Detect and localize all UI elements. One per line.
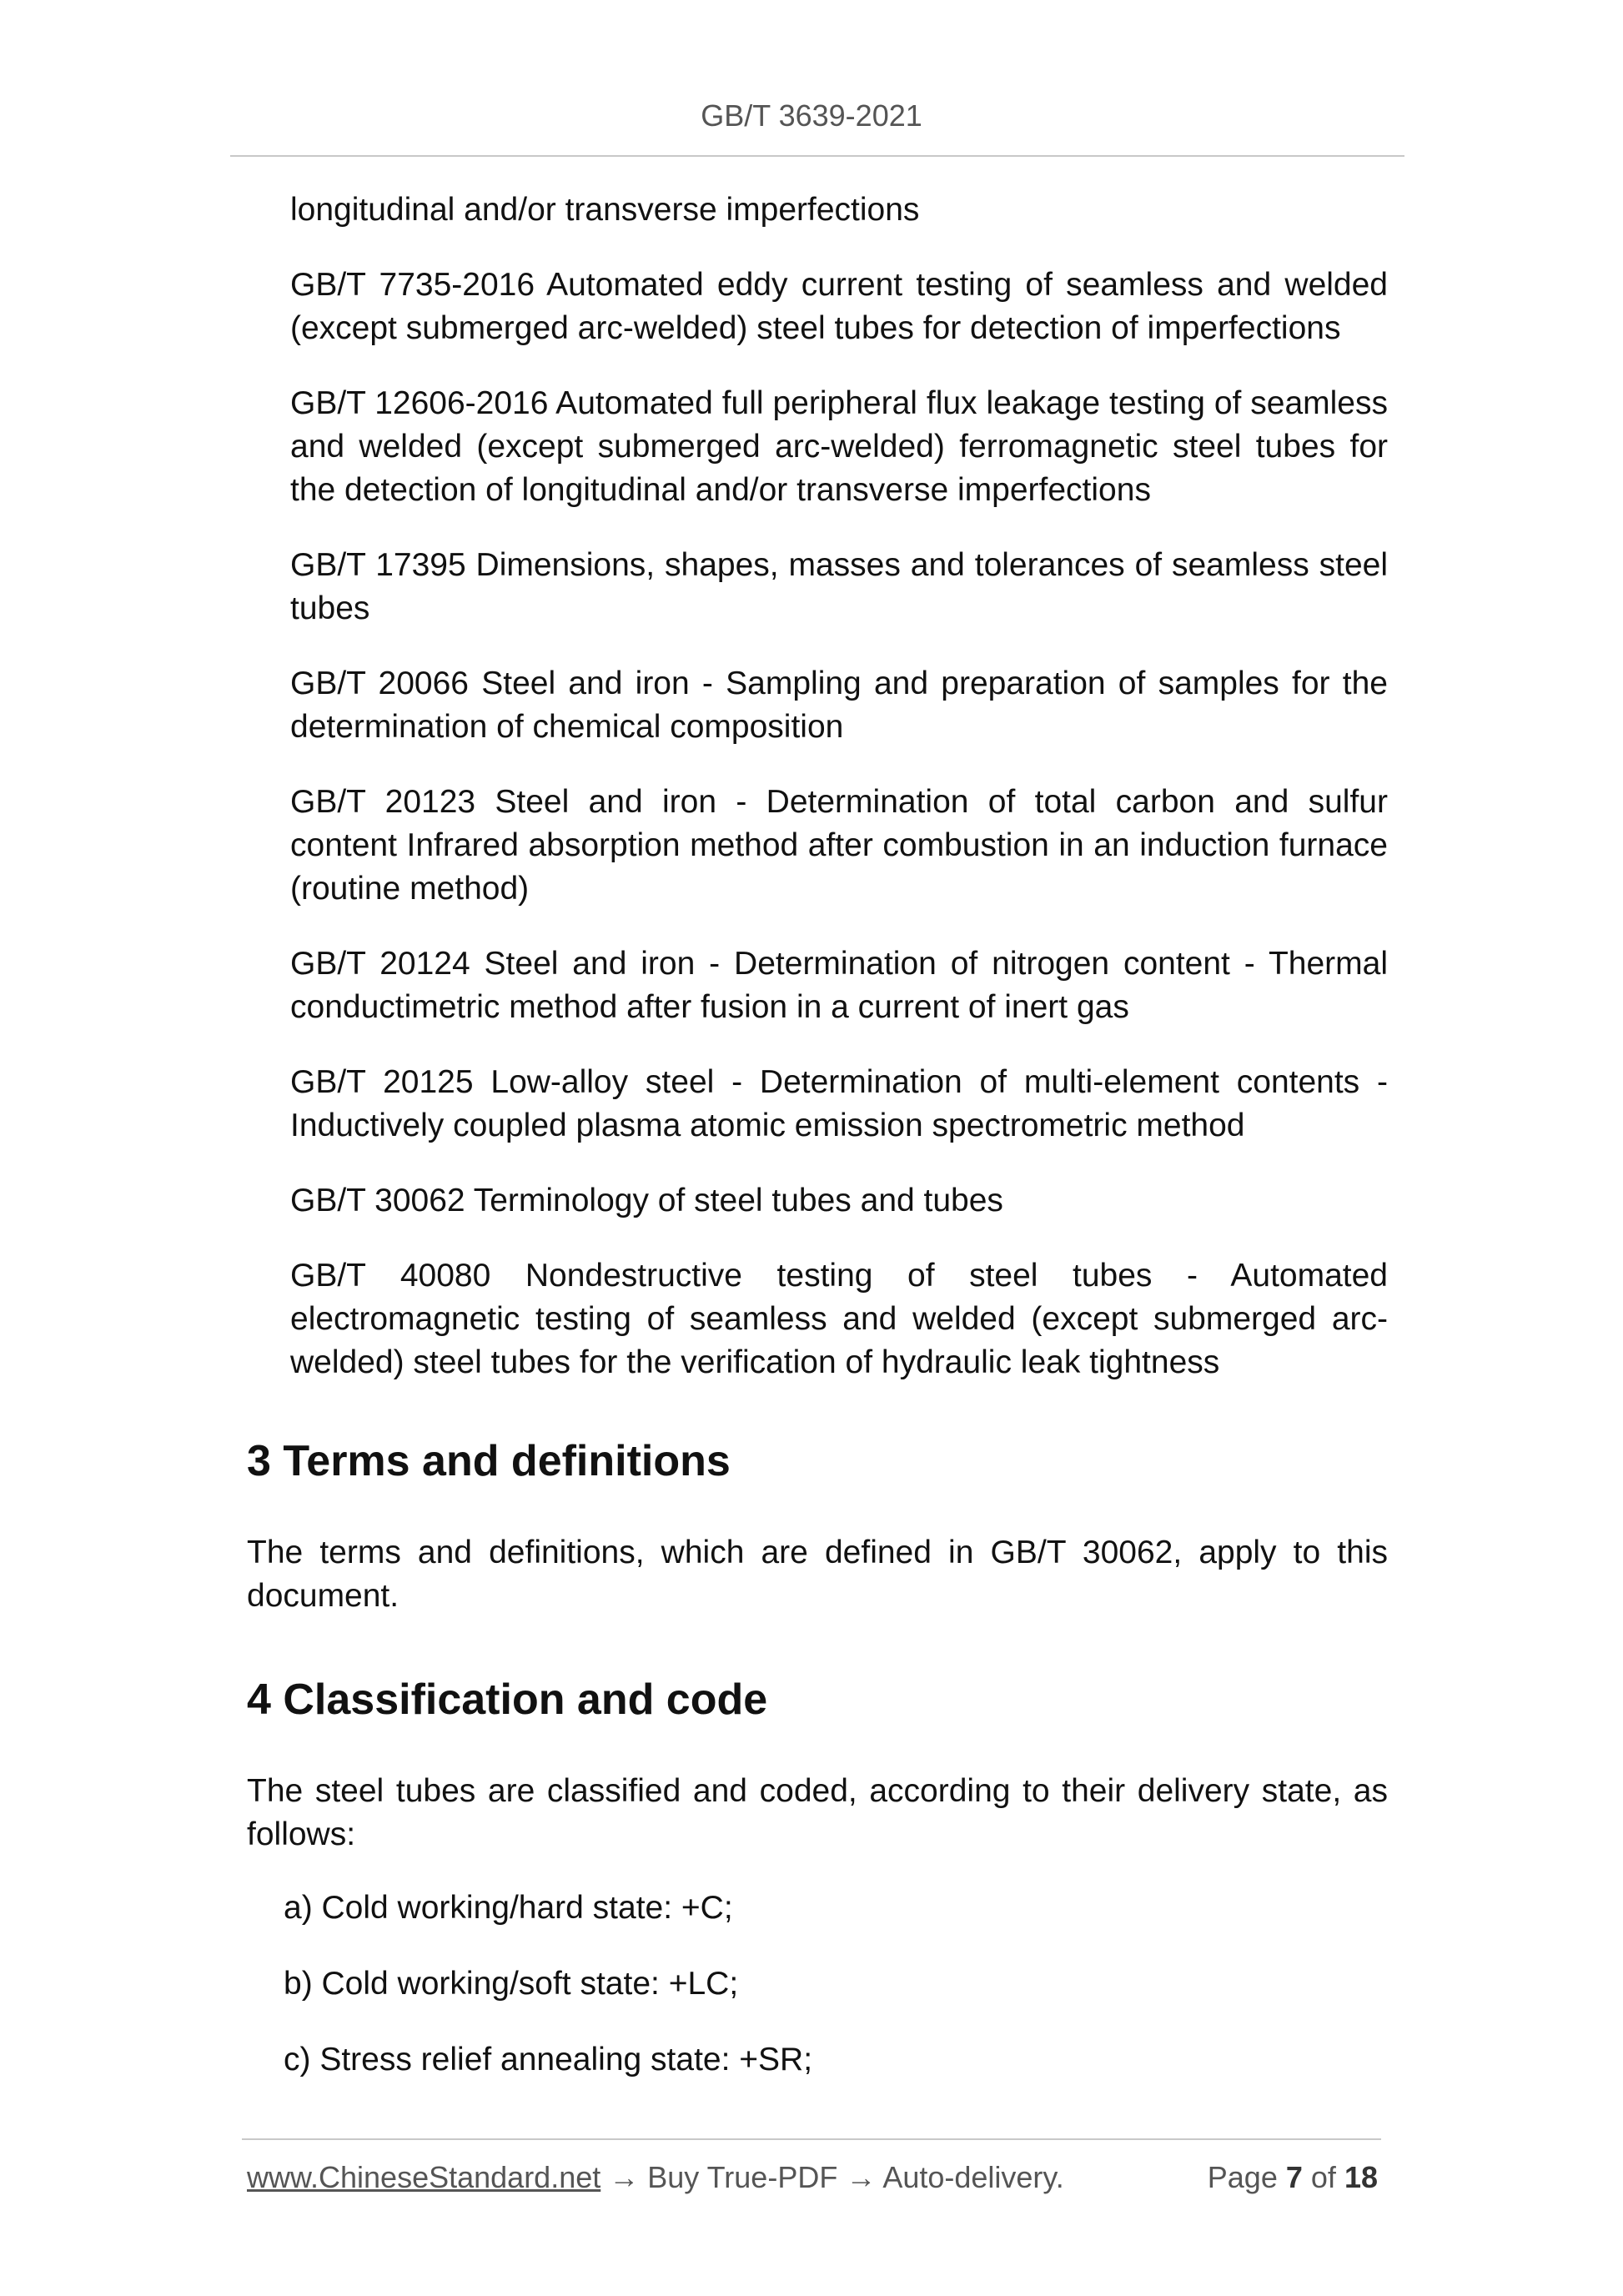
section-terms-definitions [247,1434,1388,1618]
header-divider [230,155,1404,157]
reference-item: GB/T 20124 Steel and iron - Determination of nitrogen content - Thermal conductimetric method after fusion in a current of inert gas [290,946,1388,1025]
normative-references-list [290,188,1388,1416]
reference-item: GB/T 20123 Steel and iron - Determination of total carbon and sulfur content Infrared absorption method after combustion in an induction furnace (routine method) [290,784,1388,907]
classification-item: c) Stress relief annealing state: +SR; [284,2042,813,2077]
classification-item: a) Cold working/hard state: +C; [284,1890,733,1926]
section-4-heading: 4 Classification and code [247,1676,768,1724]
classification-item: b) Cold working/soft state: +LC; [284,1966,739,2002]
reference-item: GB/T 12606-2016 Automated full peripheral flux leakage testing of seamless and welded (except submerged arc-welded) ferromagnetic steel tubes for the detection of longitudinal and/or transverse imperfections [290,385,1388,508]
footer-promo [247,2160,1064,2195]
reference-item: GB/T 40080 Nondestructive testing of steel tubes - Automated electromagnetic testing of seamless and welded (except submerged arc-welded) steel tubes for the verification of hydraulic leak tightness [290,1258,1388,1380]
reference-item: longitudinal and/or transverse imperfections [290,192,920,228]
footer-promo-text: → Buy True-PDF → Auto-delivery. [600,2160,1064,2194]
reference-item: GB/T 20066 Steel and iron - Sampling and preparation of samples for the determination of chemical composition [290,666,1388,745]
section-3-paragraph: The terms and definitions, which are defined in GB/T 30062, apply to this document. [247,1535,1388,1614]
reference-item: GB/T 17395 Dimensions, shapes, masses and tolerances of seamless steel tubes [290,547,1388,626]
section-4-paragraph: The steel tubes are classified and coded, according to their delivery state, as follows: [247,1773,1388,1852]
reference-item: GB/T 20125 Low-alloy steel - Determination of multi-element contents - Inductively coupled plasma atomic emission spectrometric method [290,1064,1388,1143]
section-3-heading: 3 Terms and definitions [247,1437,731,1485]
section-classification-code [247,1673,1388,1856]
page-total: 18 [1344,2160,1378,2194]
page-current: 7 [1285,2160,1303,2194]
page-of-label: of [1310,2160,1336,2194]
page-label: Page [1207,2160,1278,2194]
footer-divider [242,2138,1381,2140]
page-number [1208,2160,1378,2195]
reference-item: GB/T 30062 Terminology of steel tubes and tubes [290,1183,1003,1218]
reference-item: GB/T 7735-2016 Automated eddy current testing of seamless and welded (except submerged arc-welded) steel tubes for detection of imperfections [290,267,1388,346]
page-header-title: GB/T 3639-2021 [701,98,922,133]
website-link[interactable]: www.ChineseStandard.net [247,2160,601,2194]
